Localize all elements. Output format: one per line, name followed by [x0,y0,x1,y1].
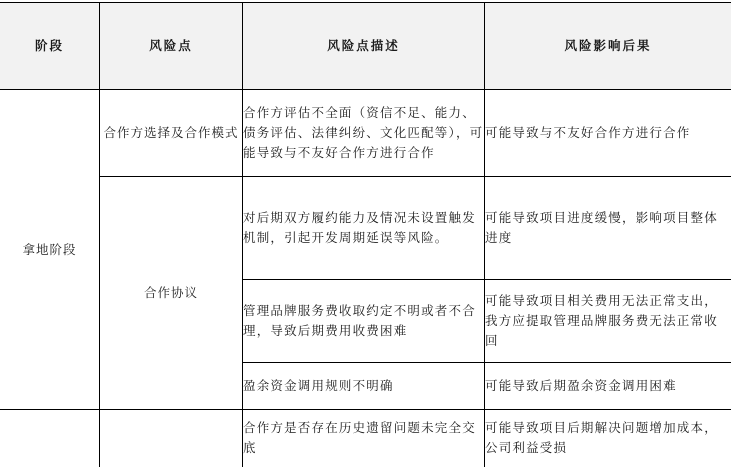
risk-point-text: 合作方选择及合作模式 [103,125,239,140]
risk-desc-cell: 合作方评估不全面（资信不足、能力、债务评估、法律纠纷、文化匹配等），可能导致与不友好合作方进行合作 [243,90,485,177]
risk-consequence-cell: 可能导致项目相关费用无法正常支出，我方应提取管理品牌服务费无法正常收回 [485,280,731,363]
risk-consequence-cell: 可能导致项目进度缓慢，影响项目整体进度 [485,177,731,280]
table-row [0,90,731,177]
header-row [0,3,731,90]
risk-desc-cell: 盈余资金调用规则不明确 [243,363,485,410]
header-risk-consequence: 风险影响后果 [485,3,731,90]
header-stage: 阶段 [0,3,100,90]
stage-cell [0,410,100,467]
header-risk-desc: 风险点描述 [243,3,485,90]
risk-consequence-cell: 可能导致后期盈余资金调用困难 [485,363,731,410]
risk-desc-cell: 管理品牌服务费收取约定不明或者不合理，导致后期费用收费困难 [243,280,485,363]
table-row [0,177,731,280]
table-row [0,410,731,467]
risk-consequence-cell: 可能导致项目后期解决问题增加成本，公司利益受损 [485,410,731,467]
risk-point-cell [100,410,243,467]
risk-consequence-cell: 可能导致与不友好合作方进行合作 [485,90,731,177]
stage-cell: 拿地阶段 [0,90,100,410]
risk-point-cell: 合作协议 [100,177,243,410]
header-risk-point: 风险点 [100,3,243,90]
risk-table [0,2,731,467]
risk-desc-cell: 合作方是否存在历史遗留问题未完全交底 [243,410,485,467]
risk-point-cell [100,90,243,177]
risk-desc-cell: 对后期双方履约能力及情况未设置触发机制，引起开发周期延误等风险。 [243,177,485,280]
